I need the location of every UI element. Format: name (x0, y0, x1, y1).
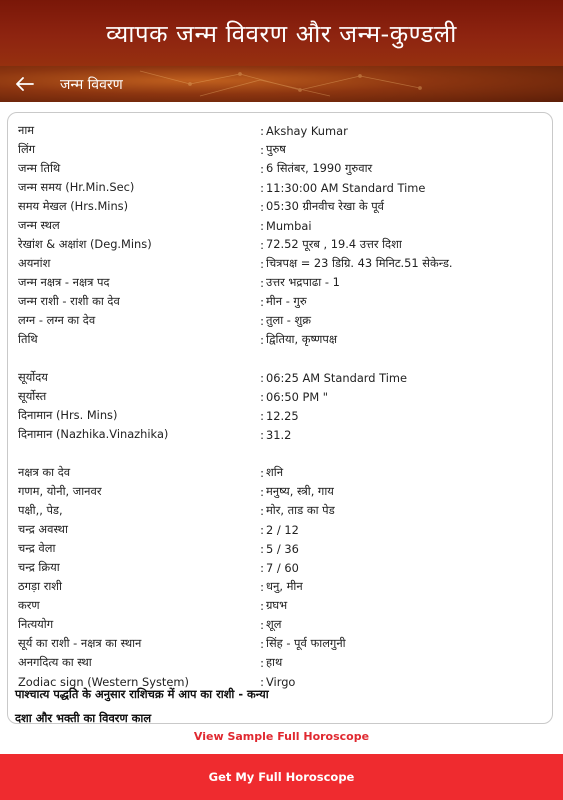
detail-separator: : (260, 294, 264, 309)
detail-value: चित्रपक्ष = 23 डिग्रि. 43 मिनिट.51 सेकेन्ड. (266, 256, 453, 270)
detail-separator: : (260, 503, 264, 518)
detail-row (18, 596, 544, 615)
details-section-astro (18, 463, 544, 691)
detail-label: सूर्य का राशी - नक्षत्र का स्थान (18, 636, 142, 650)
detail-value: मीन - गुरु (266, 294, 307, 308)
detail-value: 11:30:00 AM Standard Time (266, 180, 426, 195)
detail-separator: : (260, 465, 264, 480)
app-header (0, 0, 563, 66)
detail-value: 31.2 (266, 427, 292, 442)
detail-separator: : (260, 275, 264, 290)
detail-separator: : (260, 636, 264, 651)
detail-separator: : (260, 655, 264, 670)
detail-label: अनगदित्य का स्था (18, 655, 92, 669)
detail-row (18, 216, 544, 235)
detail-label: दिनामान (Nazhika.Vinazhika) (18, 427, 169, 441)
detail-separator: : (260, 370, 264, 385)
detail-separator: : (260, 674, 264, 689)
detail-separator: : (260, 408, 264, 423)
detail-separator: : (260, 617, 264, 632)
detail-separator: : (260, 256, 264, 271)
detail-separator: : (260, 332, 264, 347)
detail-label: सूर्योस्त (18, 389, 47, 403)
detail-row (18, 330, 544, 349)
detail-row (18, 311, 544, 330)
detail-separator: : (260, 541, 264, 556)
detail-value: 06:25 AM Standard Time (266, 370, 408, 385)
detail-row (18, 634, 544, 653)
detail-row (18, 558, 544, 577)
detail-value: Mumbai (266, 218, 312, 233)
details-table (18, 121, 544, 691)
detail-value: 5 / 36 (266, 541, 299, 556)
detail-label: ठगड़ा राशी (18, 579, 63, 593)
detail-value: शनि (266, 465, 284, 479)
detail-value: 72.52 पूरब , 19.4 उत्तर दिशा (266, 237, 402, 251)
detail-separator: : (260, 199, 264, 214)
detail-value: धनु, मीन (266, 579, 303, 593)
detail-value: मोर, ताड का पेड (266, 503, 335, 517)
detail-label: चन्द्र अवस्था (18, 522, 68, 536)
detail-separator: : (260, 218, 264, 233)
detail-value: सिंह - पूर्व फालगुनी (266, 636, 346, 650)
detail-row (18, 520, 544, 539)
detail-value: Virgo (266, 674, 296, 689)
detail-separator: : (260, 123, 264, 138)
detail-row (18, 501, 544, 520)
detail-value: हाथ (266, 655, 283, 669)
detail-separator: : (260, 237, 264, 252)
detail-label: पक्षी,, पेड, (18, 503, 63, 517)
detail-value: Akshay Kumar (266, 123, 348, 138)
detail-row (18, 482, 544, 501)
detail-value: मनुष्य, स्त्री, गाय (266, 484, 334, 498)
detail-label: नाम (18, 123, 35, 137)
detail-separator: : (260, 598, 264, 613)
detail-separator: : (260, 522, 264, 537)
detail-separator: : (260, 313, 264, 328)
detail-label: लग्न - लग्न का देव (18, 313, 96, 327)
detail-label: रेखांश & अक्षांश (Deg.Mins) (18, 237, 152, 251)
app-title: व्यापक जन्म विवरण और जन्म-कुण्डली (106, 19, 457, 48)
back-button[interactable] (0, 66, 50, 102)
detail-label: सूर्योदय (18, 370, 48, 384)
zodiac-note: पाश्चात्य पद्धति के अनुसार राशिचक्र में आप का राशी - कन्या (15, 687, 269, 701)
detail-separator: : (260, 427, 264, 442)
detail-label: तिथि (18, 332, 38, 346)
detail-row (18, 178, 544, 197)
detail-value: शूल (266, 617, 282, 631)
detail-row (18, 159, 544, 178)
detail-label: नित्ययोग (18, 617, 54, 631)
detail-row (18, 292, 544, 311)
detail-label: चन्द्र वेला (18, 541, 56, 555)
detail-value: 6 सितंबर, 1990 गुरुवार (266, 161, 373, 175)
get-full-horoscope-button[interactable]: Get My Full Horoscope (0, 754, 563, 800)
detail-separator: : (260, 161, 264, 176)
dasha-section-title: दशा और भक्ती का विवरण काल (15, 711, 152, 724)
detail-row (18, 121, 544, 140)
detail-row (18, 463, 544, 482)
detail-separator: : (260, 560, 264, 575)
detail-label: Zodiac sign (Western System) (18, 674, 189, 689)
detail-value: 7 / 60 (266, 560, 299, 575)
details-section-basic (18, 121, 544, 349)
detail-value: 2 / 12 (266, 522, 299, 537)
detail-value: तुला - शुक्र (266, 313, 312, 327)
detail-row (18, 368, 544, 387)
detail-value: 12.25 (266, 408, 299, 423)
detail-row (18, 235, 544, 254)
detail-separator: : (260, 579, 264, 594)
detail-value: द्वितिया, कृष्णपक्ष (266, 332, 338, 346)
view-sample-link[interactable]: View Sample Full Horoscope (193, 730, 370, 743)
detail-value: 05:30 ग्रीनवीच रेखा के पूर्व (266, 199, 384, 213)
detail-row (18, 406, 544, 425)
detail-label: करण (18, 598, 40, 612)
detail-separator: : (260, 389, 264, 404)
details-section-sun (18, 368, 544, 444)
detail-row (18, 197, 544, 216)
detail-label: गणम, योनी, जानवर (18, 484, 102, 498)
detail-row (18, 387, 544, 406)
detail-row (18, 254, 544, 273)
section-gap (18, 349, 544, 368)
detail-row (18, 140, 544, 159)
detail-label: अयनांश (18, 256, 51, 270)
detail-separator: : (260, 142, 264, 157)
detail-value: 06:50 PM " (266, 389, 329, 404)
detail-value: ग्रघभ (266, 598, 288, 612)
detail-row (18, 615, 544, 634)
toolbar-title: जन्म विवरण (60, 76, 123, 93)
detail-label: जन्म राशी - राशी का देव (18, 294, 120, 308)
detail-row (18, 539, 544, 558)
detail-label: जन्म समय (Hr.Min.Sec) (18, 180, 135, 194)
detail-row (18, 273, 544, 292)
detail-row (18, 425, 544, 444)
arrow-left-icon (16, 77, 34, 91)
section-gap (18, 444, 544, 463)
detail-label: समय मेखल (Hrs.Mins) (18, 199, 129, 213)
detail-label: नक्षत्र का देव (18, 465, 71, 479)
detail-separator: : (260, 484, 264, 499)
detail-label: जन्म नक्षत्र - नक्षत्र पद (18, 275, 110, 289)
birth-details-card[interactable] (7, 112, 553, 724)
detail-label: जन्म स्थल (18, 218, 60, 232)
detail-label: दिनामान (Hrs. Mins) (18, 408, 118, 422)
detail-separator: : (260, 180, 264, 195)
detail-row (18, 653, 544, 672)
toolbar (0, 66, 563, 102)
detail-row (18, 577, 544, 596)
detail-value: उत्तर भद्रपाढा - 1 (266, 275, 340, 289)
detail-label: चन्द्र क्रिया (18, 560, 60, 574)
detail-label: जन्म तिथि (18, 161, 61, 175)
detail-value: पुरुष (266, 142, 286, 156)
detail-label: लिंग (18, 142, 36, 156)
